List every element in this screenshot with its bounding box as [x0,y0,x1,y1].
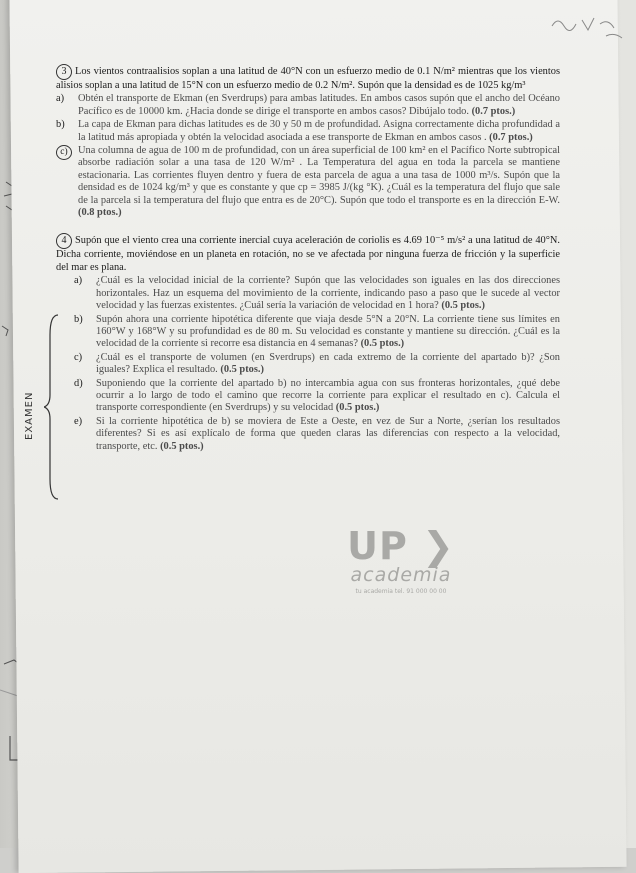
item-text: Si la corriente hipotética de b) se moviera de Este a Oeste, en vez de Sur a Norte, ¿serían los resultados diferentes? Si es así explícalo de forma que queden claras las diferencias con respecto a la velocidad, transporte, etc. [96,415,560,452]
item-text: La capa de Ekman para dichas latitudes es de 30 y 50 m de profundidad. Asigna correctamente dicha profundidad a la latitud más apropiada y obtén la velocidad asociada a ese transporte de Ekman en ambos casos . [78,119,560,143]
logo-arrow-icon: ❯ [407,524,455,568]
exam-content [56,64,560,459]
question-3-intro [56,64,560,92]
question-3-item-a [56,93,560,118]
item-label: c) [74,351,83,363]
logo-subtitle: academia [350,564,452,586]
item-label: c) [56,145,72,160]
item-label-circled [56,145,78,219]
item-label: a) [74,275,83,287]
question-4-number: 4 [56,233,72,249]
item-text: ¿Cuál es la velocidad inicial de la corriente? Supón que las velocidades son iguales en las dos direcciones horizontales. Haz un esquema del movimiento de la corriente, indicando paso a paso que le sucede al vector velocidad y las fuerzas existentes. ¿Cuál sería la variación de velocidad en 1 hora? [96,275,560,312]
item-label: a) [56,93,65,105]
question-3-text: Los vientos contraalisios soplan a una latitud de 40°N con un esfuerzo medio de 0.1 N/m² mientras que los vientos alisios soplan a una latitud de 15°N con un esfuerzo medio de 0.2 N/m². Supón que la densidad es de 1025 kg/m³ [56,66,560,91]
question-4-text: Supón que el viento crea una corriente inercial cuya aceleración de coriolis es 4.69 10⁻⁵ m/s² a una latitud de 40°N. Dicha corriente, moviéndose en un planeta en rotación, no se ve afectada por ninguna fuerza de fricción y la superficie del mar es plana. [56,235,560,273]
item-points: (0.5 ptos.) [441,300,485,312]
item-label: b) [56,119,65,131]
item-points: (0.5 ptos.) [360,338,405,350]
item-text: ¿Cuál es el transporte de volumen (en Sverdrups) en cada extremo de la corriente del apartado b)? ¿Son iguales? Explica el resultado. [96,351,560,376]
question-4-item-b [74,314,560,351]
logo-main [336,524,466,568]
logo-main-text: UP [347,524,408,568]
handwritten-side-note: EXAMEN [24,391,35,440]
question-3-item-b [56,119,560,144]
item-label: b) [74,313,83,325]
question-4-intro [56,233,560,274]
item-points: (0.5 ptos.) [335,402,380,414]
logo-small-text: tu academia tel. 91 000 00 00 [355,588,447,595]
question-4-item-c [74,352,560,377]
question-3 [56,64,560,219]
question-4-item-e [74,416,560,453]
question-3-number: 3 [56,64,72,80]
item-points: (0.5 ptos.) [160,440,204,452]
item-points: (0.7 ptos.) [471,105,516,117]
question-4 [56,233,560,453]
item-points: (0.5 ptos.) [220,364,264,376]
question-4-item-a [74,275,560,312]
item-text: Supón ahora una corriente hipotética diferente que viaja desde 5°N a 20°N. La corriente tiene sus límites en 160°W y 168°W y su profundidad es de 80 m. Su velocidad es constante y mantiene su dirección. ¿Cuál es la velocidad de la corriente si recorre esa distancia en 4 semanas? [96,313,560,350]
item-text: Una columna de agua de 100 m de profundidad, con un área superficial de 100 km² en el Pacífico Norte subtropical absorbe radiación solar a una tasa de 120 W/m² . La Temperatura del agua en toda la parcela se mantiene estacionaria. Las corrientes fluyen dentro y fuera de esta parcela de agua a una tasa de 1000 m³/s. Supón que la densidad es de 1024 kg/m³ y que es constante y que cp = 3985 J/(kg °K). ¿Cuál es la temperatura del flujo que sale de la parcela si la temperatura del flujo que entra es de 20°C). Supón que todo el transporte es en la dirección E-W. [78,145,560,206]
corner-handwriting [542,6,632,46]
item-points: (0.7 ptos.) [489,131,533,143]
handwritten-brace [44,313,60,503]
item-text: Suponiendo que la corriente del apartado b) no intercambia agua con sus fronteras horizontales, ¿qué debe ocurrir a lo largo de todo el camino que recorre la corriente para explicar el resultado en c). Calcula el transporte correspondiente (en Sverdrups) y su velocidad [96,377,560,414]
question-4-items [74,275,560,453]
watermark-logo [336,524,466,595]
item-points: (0.8 ptos.) [78,207,122,219]
item-label: d) [74,377,83,389]
item-text: Obtén el transporte de Ekman (en Sverdrups) para ambas latitudes. En ambos casos supón que el ancho del Océano Pacífico es de 10000 km. ¿Hacia donde se dirige el transporte en ambos casos? Dibújalo todo. [78,93,560,117]
item-label: e) [74,415,83,427]
question-3-item-c [56,145,560,219]
question-4-item-d [74,378,560,415]
